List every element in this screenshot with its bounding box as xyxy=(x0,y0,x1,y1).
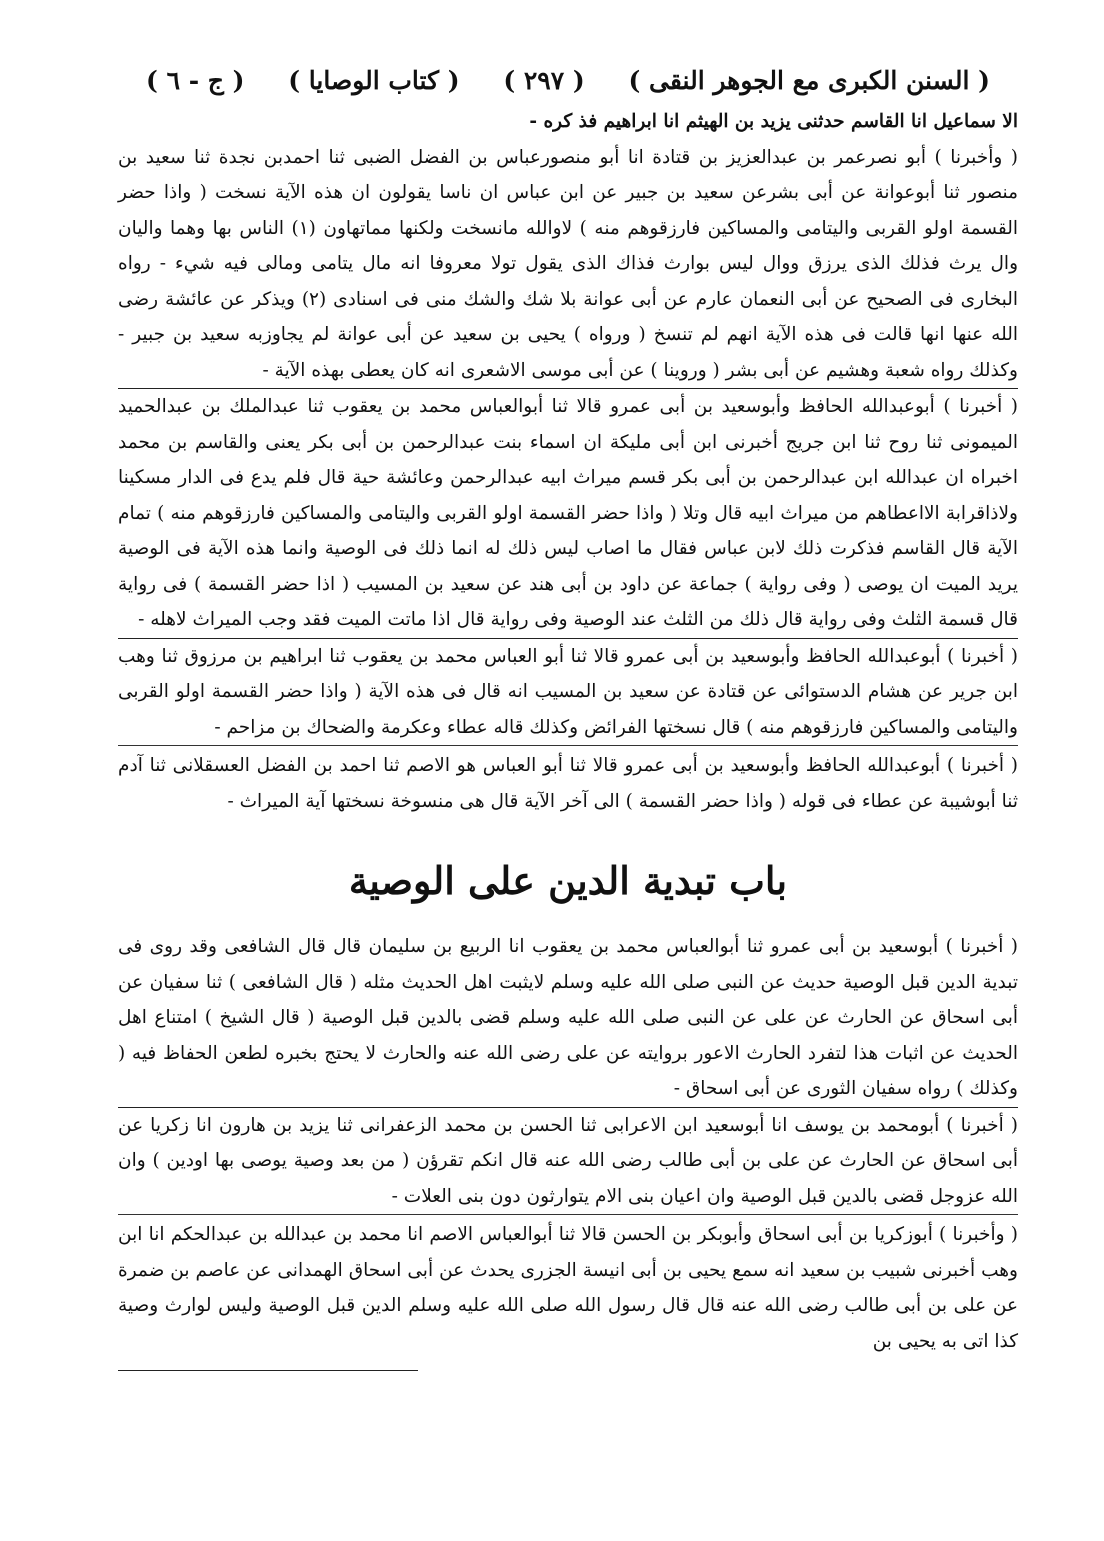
paragraph: ( أخبرنا ) أبوسعيد بن أبى عمرو ثنا أبوالعباس محمد بن يعقوب انا الربيع بن سليمان قال قال الشافعى وقد روى فى تبدية الدين قبل الوصية حديث عن النبى صلى الله عليه وسلم لايثبت اهل الحديث مثله ( قال الشافعى ) ثنا سفيان عن أبى اسحاق عن الحارث عن على عن النبى صلى الله عليه وسلم قضى بالدين قبل الوصية ( قال الشيخ ) امتناع اهل الحديث عن اثبات هذا لتفرد الحارث الاعور بروايته عن على رضى الله عنه والحارث لا يحتج بخبره لطعن الحفاظ فيه ( وكذلك ) رواه سفيان الثورى عن أبى اسحاق - xyxy=(118,936,1018,1099)
paragraph: ( أخبرنا ) أبوعبدالله الحافظ وأبوسعيد بن أبى عمرو قالا ثنا أبو العباس محمد بن يعقوب ثنا ابراهيم بن مرزوق ثنا وهب ابن جرير عن هشام الدستوائى عن قتادة عن سعيد بن المسيب انه قال فى هذه الآية ( واذا حضر القسمة اولو القربى واليتامى والمساكين فارزقوهم منه ) قال نسختها الفرائض وكذلك قاله عطاء وعكرمة والضحاك بن مزاحم - xyxy=(118,645,1018,738)
section-2-body xyxy=(118,929,1018,1359)
volume-number: ( ج - ٦ ) xyxy=(146,66,245,95)
paragraph: ( أخبرنا ) أبوعبدالله الحافظ وأبوسعيد بن أبى عمرو قالا ثنا أبوالعباس محمد بن يعقوب ثنا عبدالملك بن عبدالحميد الميمونى ثنا روح ثنا ابن جريج أخبرنى ابن أبى مليكة ان اسماء بنت عبدالرحمن بن أبى بكر يعنى والقاسم بن محمد اخبراه ان عبدالله ابن عبدالرحمن بن أبى بكر قسم ميراث ابيه عبدالرحمن وعائشة حية قال فلم يدع فى الدار مسكينا ولاذاقرابة الااعطاهم من ميراث ابيه قال وتلا ( واذا حضر القسمة اولو القربى واليتامى والمساكين فارزقوهم منه ) تمام الآية قال القاسم فذكرت ذلك لابن عباس فقال ما اصاب ليس ذلك له انما ذلك فى الوصية وانما هذه الآية فى الوصية يريد الميت ان يوصى ( وفى رواية ) جماعة عن داود بن أبى هند عن سعيد بن المسيب ( اذا حضر القسمة ) فى رواية قال قسمة الثلث وفى رواية قال ذلك من الثلث عند الوصية وفى رواية قال اذا ماتت الميت فقد وجب الميراث لاهله - xyxy=(118,396,1018,630)
paragraph: ( وأخبرنا ) أبو نصرعمر بن عبدالعزيز بن قتادة انا أبو منصورعباس بن الفضل الضبى ثنا احمدبن نجدة ثنا سعيد بن منصور ثنا أبوعوانة عن أبى بشرعن سعيد بن جبير عن ابن عباس ان ناسا يقولون ان هذه الآية نسخت ( واذا حضر القسمة اولو القربى واليتامى والمساكين فارزقوهم منه ) لاوالله مانسخت ولكنها مماتهاون (١) الناس بها وهما واليان وال يرث فذلك الذى يرزق ووال ليس بوارث فذاك الذى يقول تولا معروفا انه مال يتامى ومالى فيه شيء - رواه البخارى فى الصحيح عن أبى النعمان عارم عن أبى عوانة بلا شك والشك منى فى اسنادى (٢) ويذكر عن عائشة رضى الله عنها انها قالت فى هذه الآية انهم لم تنسخ ( ورواه ) يحيى بن سعيد عن أبى عوانة لم يجاوزبه سعيد بن جبير - وكذلك رواه شعبة وهشيم عن أبى بشر ( وروينا ) عن أبى موسى الاشعرى انه كان يعطى بهذه الآية - xyxy=(118,146,1019,381)
paragraph: ( وأخبرنا ) أبوزكريا بن أبى اسحاق وأبوبكر بن الحسن قالا ثنا أبوالعباس الاصم انا محمد بن عبدالله بن عبدالحكم انا ابن وهب أخبرنى شبيب بن سعيد انه سمع يحيى بن أبى انيسة الجزرى يحدث عن أبى اسحاق الهمدانى عن عاصم بن ضمرة عن على بن أبى طالب رضى الله عنه قال قال رسول الله صلى الله عليه وسلم الدين قبل الوصية وليس لوارث وصية كذا اتى به يحيى بن xyxy=(118,1214,1018,1359)
page xyxy=(118,58,1018,1359)
chapter-title: ( كتاب الوصايا ) xyxy=(288,66,460,95)
page-header xyxy=(118,58,1018,104)
book-title: ( السنن الكبرى مع الجوهر النقى ) xyxy=(628,66,990,95)
section-heading: باب تبدية الدين على الوصية xyxy=(348,858,788,903)
paragraph: الا سماعيل انا القاسم حدثنى يزيد بن الهيثم انا ابراهيم فذ كره - xyxy=(529,111,1018,132)
paragraph: ( أخبرنا ) أبوعبدالله الحافظ وأبوسعيد بن أبى عمرو قالا ثنا أبو العباس هو الاصم ثنا احمد بن الفضل العسقلانى ثنا آدم ثنا أبوشيبة عن عطاء فى قوله ( واذا حضر القسمة ) الى آخر الآية قال هى منسوخة نسختها آية الميراث - xyxy=(118,745,1018,819)
footnote-rule xyxy=(118,1370,418,1371)
section-1-body xyxy=(118,104,1018,819)
paragraph: ( أخبرنا ) أبومحمد بن يوسف انا أبوسعيد ابن الاعرابى ثنا الحسن بن محمد الزعفرانى ثنا يزيد بن هارون انا زكريا عن أبى اسحاق عن الحارث عن على بن أبى طالب رضى الله عنه قال انكم تقرؤن ( من بعد وصية يوصى بها اودين ) وان الله عزوجل قضى بالدين قبل الوصية وان اعيان بنى الام يتوارثون دون بنى العلات - xyxy=(118,1114,1018,1207)
page-number: ( ٢٩٧ ) xyxy=(503,66,585,95)
